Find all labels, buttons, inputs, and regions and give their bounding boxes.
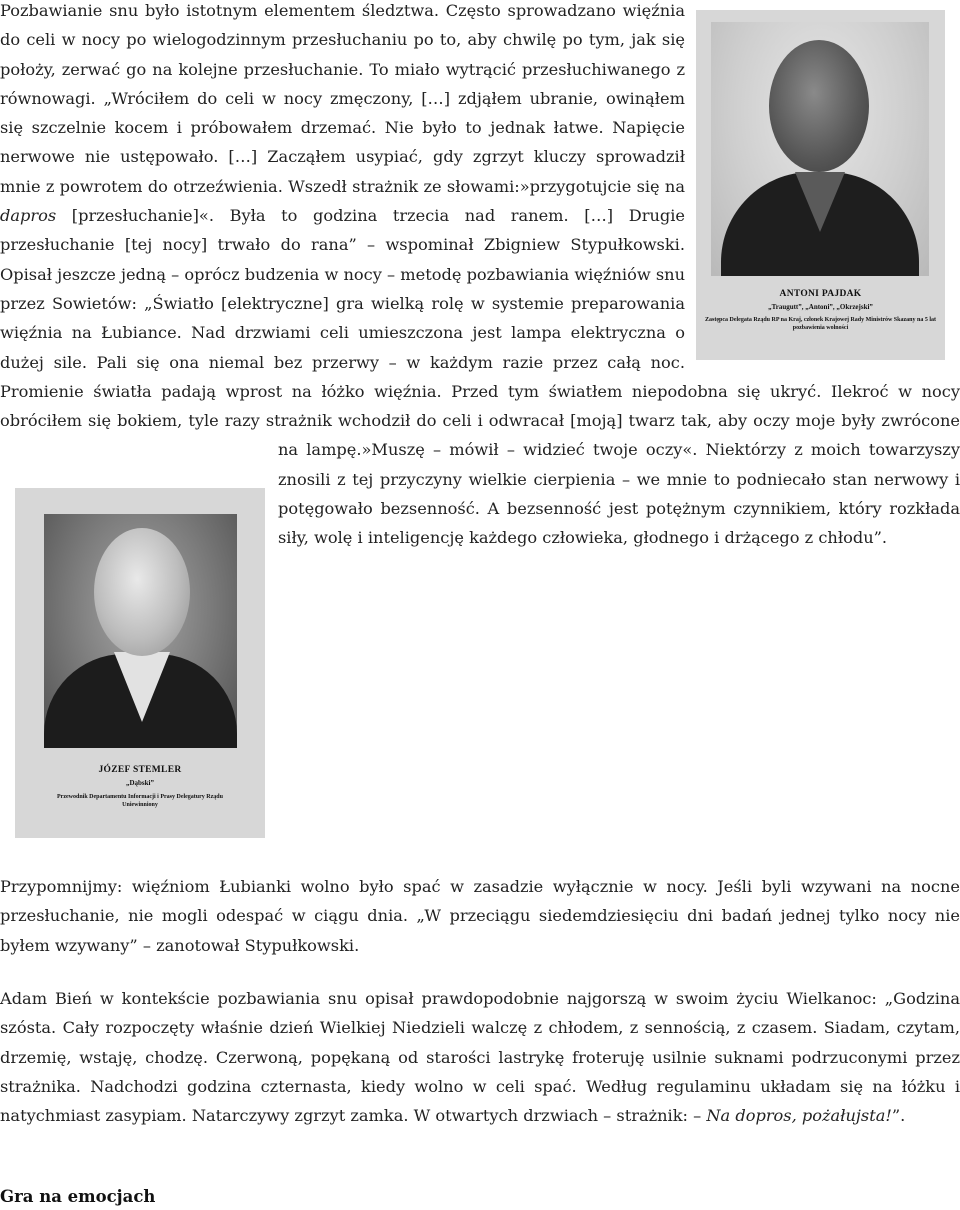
photo-caption-aliases: „Traugutt”, „Antoni”, „Okrzejski” [768, 303, 873, 311]
photo-caption-description: Przewodnik Departamentu Informacji i Prasy Delegatury Rządu Uniewinniony [57, 794, 223, 808]
italic-term: dapros [0, 206, 57, 226]
photo-caption-name: JÓZEF STEMLER [98, 765, 182, 775]
photo-caption-aliases: „Dąbski” [125, 779, 154, 787]
italic-quote: Na dopros, pożałujsta! [706, 1106, 892, 1126]
portrait-image [44, 514, 237, 748]
body-paragraph-3: Adam Bień w kontekście pozbawiania snu opisał prawdopodobnie najgorszą w swoim życiu Wielkanoc: „Godzina szósta. Cały rozpoczęty właśnie dzień Wielkiej Niedzieli walczę z chłodem, z sennością, z czasem. Siadam, czytam, drzemię, wstaję, chodzę. Czerwoną, popękaną od starości lastrykę froteruję usilnie suknami podrzuconymi przez strażnika. Nadchodzi godzina czternasta, kiedy wolno w celi spać. Według regulaminu układam się na łóżku i natychmiast zasypiam. Natarczywy zgrzyt zamka. W otwartych drzwiach – strażnik: – Na dopros, pożałujsta!”. [0, 989, 960, 1126]
body-paragraph-1: Pozbawianie snu było istotnym elementem śledztwa. Często sprowadzano więźnia do celi w nocy po wielogodzinnym przesłuchaniu po to, aby chwilę po tym, jak się położy, zerwać go na kolejne przesłuchanie. To miało wytrącić przesłuchiwanego z równowagi. „Wróciłem do celi w nocy zmęczony, […] zdjąłem ubranie, owinąłem się szczelnie kocem i próbowałem drzemać. Nie było to jednak łatwe. Napięcie nerwowe nie ustępowało. […] Zacząłem usypiać, gdy zgrzyt kluczy sprowadził mnie z powrotem do otrzeźwienia. Wszedł strażnik ze słowami:»przygotujcie się na dapros [przesłuchanie]«. Była to godzina trzecia nad ranem. […] Drugie przesłuchanie [tej nocy] trwało do rana” – wspominał Zbigniew Stypułkowski. Opisał jeszcze jedną – oprócz budzenia w nocy – metodę pozbawiania więźniów snu przez Sowietów: „Światło [elektryczne] gra wielką rolę w systemie preparowania więźnia na Łubiance. Nad drzwiami celi umieszczona jest lampa elektryczna o dużej sile. Pali się ona niemal bez przerwy – w każdym razie przez całą noc. Promienie światła padają wprost na łóżko więźnia. Przed tym światłem niepodobna się ukryć. Ilekroć w nocy obróciłem się bokiem, tyle razy strażnik wchodził do celi i odwracał [moją] twarz tak, aby oczy moje były zwrócone na lampę.»Muszę – mówił – widzieć twoje oczy«. Niektórzy z moich towarzyszy znosili z tej przyczyny wielkie cierpienia – we mnie to podniecało stan nerwowy i potęgowało bezsenność. A bezsenność jest potężnym czynnikiem, który rozkłada siły, wolę i inteligencję każdego człowieka, głodnego i drżącego z chłodu”. [0, 0, 960, 785]
photo-jozef-stemler [15, 488, 265, 838]
photo-caption-description: Zastępca Delegata Rządu RP na Kraj, członek Krajowej Rady Ministrów Skazany na 5 lat pozbawienia wolności [705, 317, 936, 331]
photo-antoni-pajdak [696, 10, 945, 360]
body-paragraph-2: Przypomnijmy: więźniom Łubianki wolno było spać w zasadzie wyłącznie w nocy. Jeśli byli wzywani na nocne przesłuchanie, nie mogli odespać w ciągu dnia. „W przeciągu siedemdziesięciu dni badań jednej tylko nocy nie byłem wzywany” – zanotował Stypułkowski. [0, 877, 960, 955]
portrait-image [711, 22, 929, 276]
photo-caption-name: ANTONI PAJDAK [779, 289, 862, 299]
section-heading: Gra na emocjach [0, 1187, 156, 1206]
